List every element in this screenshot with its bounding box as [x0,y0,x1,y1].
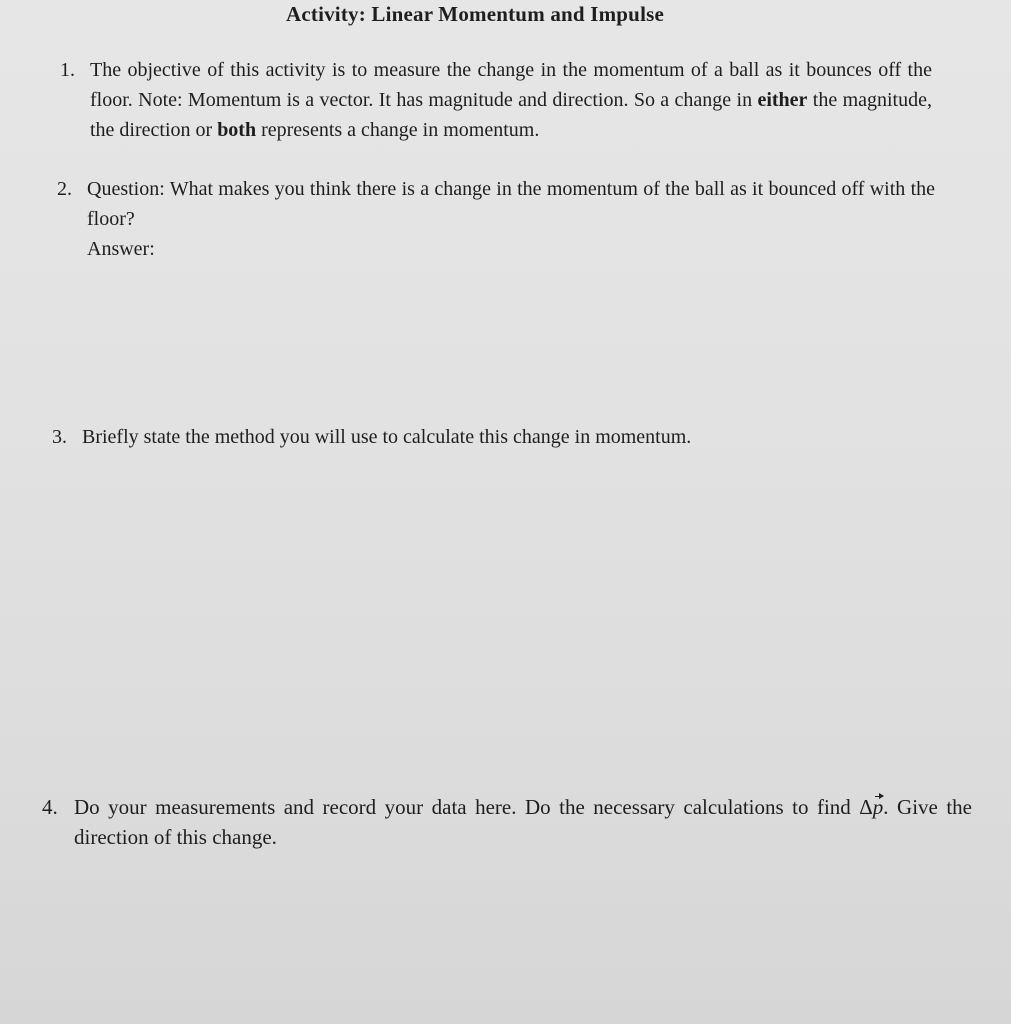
item-number: 2. [57,178,72,200]
text-segment: the magnitude, the direction or [90,89,932,141]
text-segment: . Give the direction of this change. [74,795,972,849]
item-2 [57,174,935,264]
item-3-text: Briefly state the method you will use to calculate this change in momentum. [82,426,692,448]
text-segment: represents a change in momentum. [256,119,540,141]
item-1-text [90,55,932,145]
item-2-text [87,174,935,264]
item-3 [52,422,932,452]
bold-either: either [757,89,808,111]
item-number: 3. [52,426,67,448]
item-number: 4. [42,795,58,819]
text-segment: The objective of this activity is to measure the change in the momentum of a ball as it bounces off the floor. Note: Momentum is a vector. It has magnitude and direction. So a change in [90,59,932,111]
answer-label: Answer: [87,238,155,260]
activity-title: Activity: Linear Momentum and Impulse [285,2,664,26]
bold-both: both [217,119,257,141]
text-segment: Do your measurements and record your data here. Do the necessary calculations to find Δ [74,795,873,819]
item-1 [60,55,932,145]
item-number: 1. [60,59,75,81]
item-4 [42,792,972,852]
momentum-vector-symbol: p [873,792,884,822]
item-4-text [74,792,972,852]
question-text: Question: What makes you think there is a change in the momentum of the ball as it bounced off with the floor? [87,178,935,230]
